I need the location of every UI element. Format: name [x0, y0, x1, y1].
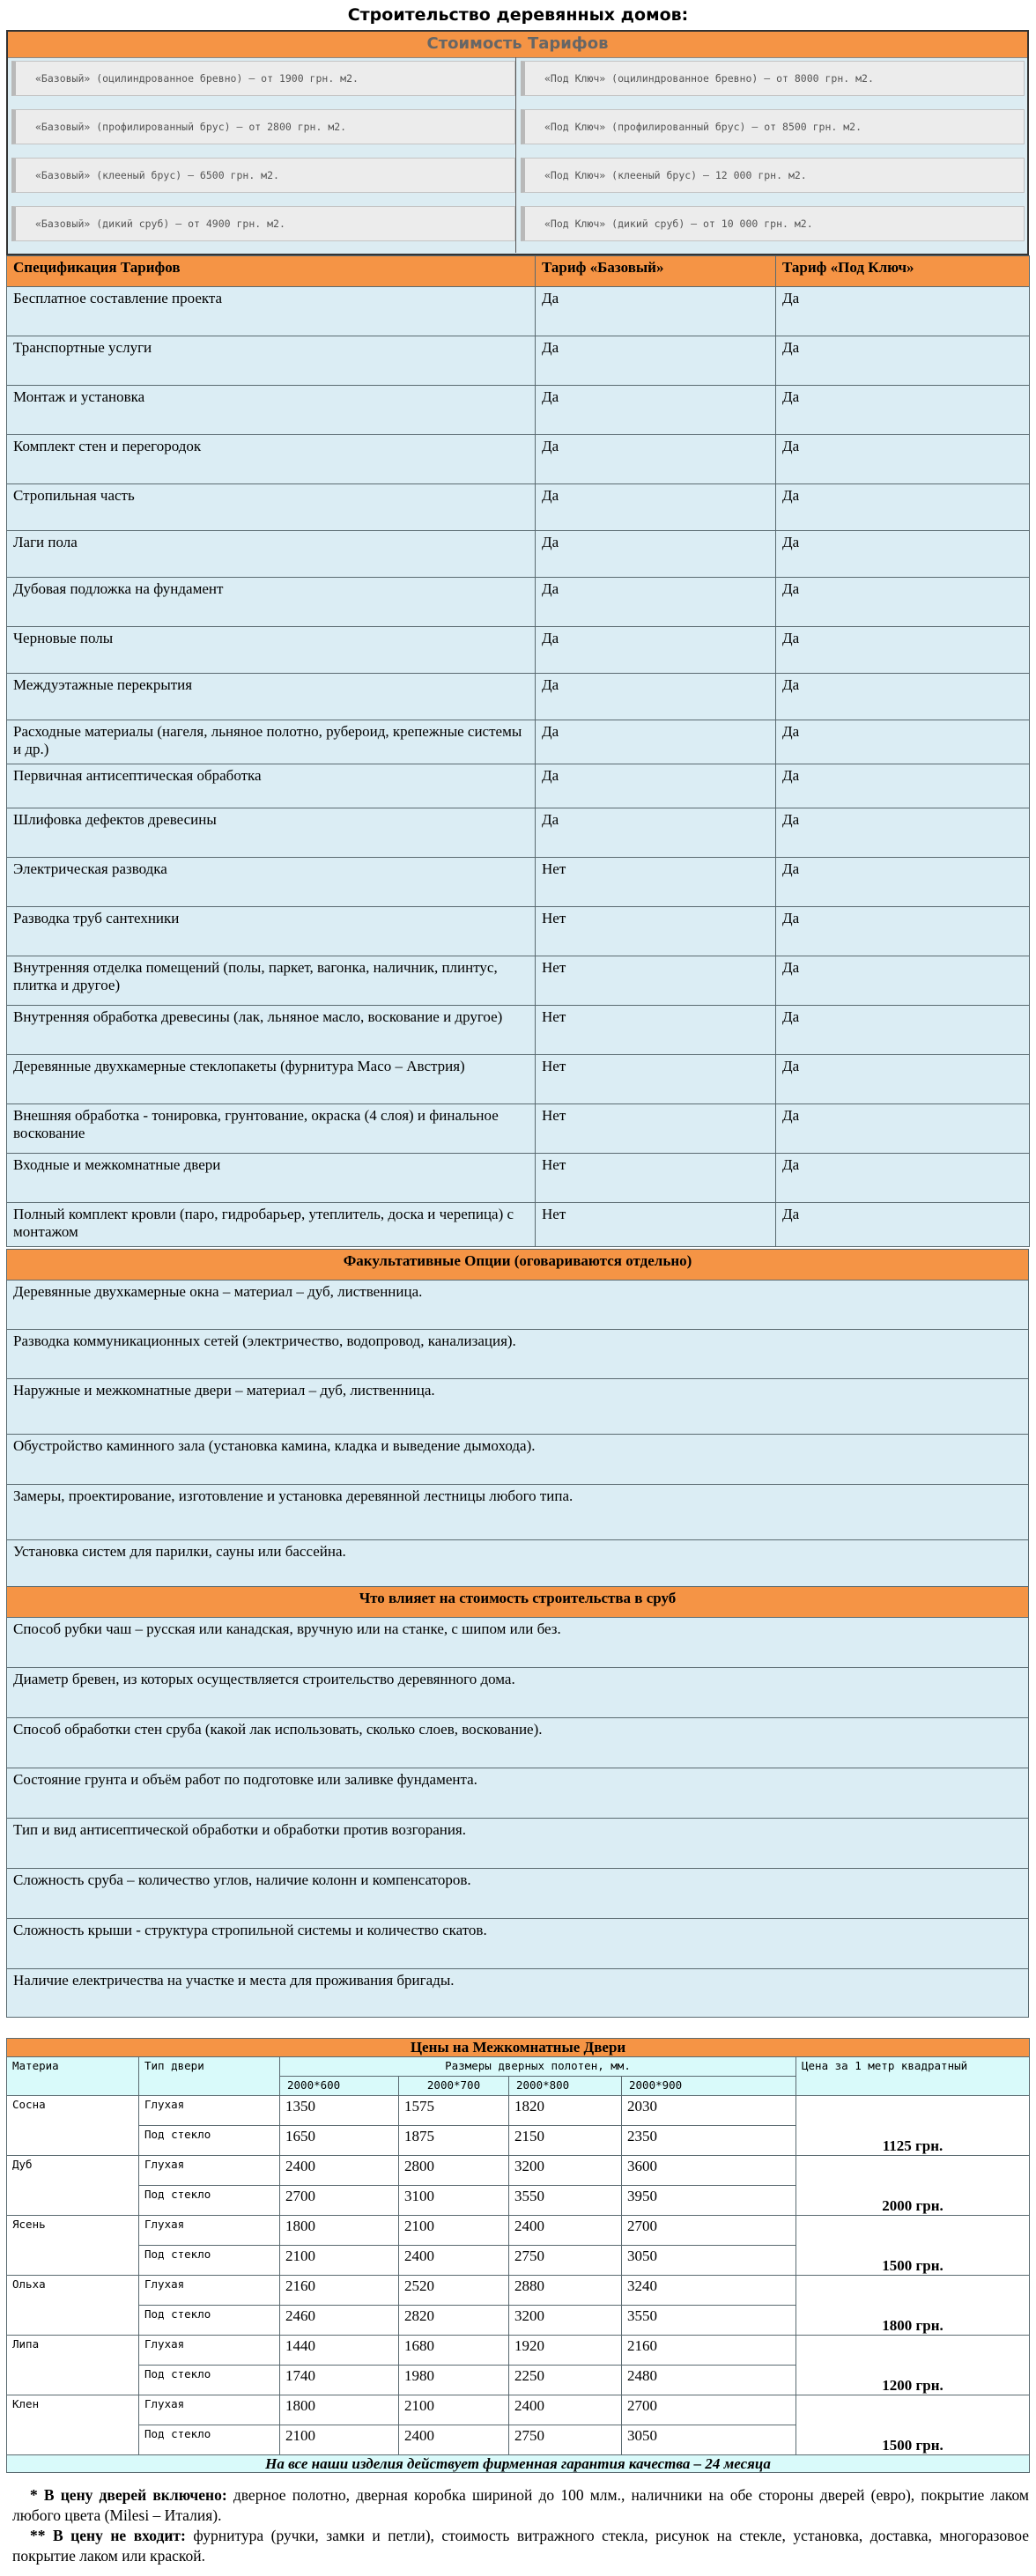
door-price-cell: 1350 — [280, 2096, 399, 2126]
table-row — [7, 764, 1030, 808]
page-title: Строительство деревянных домов: — [347, 5, 689, 25]
factor-item: Способ рубки чаш – русская или канадская, вручную или на станке, с шипом или без. — [7, 1618, 1029, 1668]
spec-feature-cell: Лаги пола — [7, 531, 536, 578]
turnkey-tariff-cell: Да — [776, 484, 1030, 531]
spec-feature-cell: Внутренняя обработка древесины (лак, льняное масло, воскование и другое) — [7, 1006, 536, 1055]
price-per-sqm-cell: 2000 грн. — [796, 2156, 1030, 2216]
table-row — [7, 1540, 1029, 1591]
basic-tariff-cell: Да — [536, 674, 776, 720]
door-price-cell: 2350 — [622, 2126, 796, 2156]
door-price-cell: 2800 — [399, 2156, 509, 2186]
doors-heading: Цены на Межкомнатные Двери — [7, 2039, 1030, 2057]
door-type-cell: Глухая — [139, 2096, 280, 2126]
door-price-cell: 3950 — [622, 2186, 796, 2216]
door-price-cell: 3550 — [509, 2186, 622, 2216]
turnkey-tariff-cell: Да — [776, 1203, 1030, 1247]
size-header: 2000*700 — [399, 2077, 509, 2096]
basic-tariff-cell: Да — [536, 627, 776, 674]
door-type-cell: Глухая — [139, 2395, 280, 2425]
door-price-cell: 2150 — [509, 2126, 622, 2156]
tariff-prices-heading: Стоимость Тарифов — [8, 32, 1027, 58]
door-price-cell: 2700 — [622, 2216, 796, 2246]
spec-feature-cell: Транспортные услуги — [7, 336, 536, 386]
factor-item: Способ обработки стен сруба (какой лак использовать, сколько слоев, воскование). — [7, 1718, 1029, 1768]
door-type-cell: Под стекло — [139, 2246, 280, 2276]
included-label: * В цену дверей включено: — [30, 2486, 227, 2504]
door-material-cell: Липа — [7, 2336, 139, 2395]
table-row — [7, 386, 1030, 435]
factor-item: Сложность сруба – количество углов, наличие колонн и компенсаторов. — [7, 1869, 1029, 1919]
turnkey-tariff-cell: Да — [776, 956, 1030, 1006]
turnkey-tariff-cell: Да — [776, 386, 1030, 435]
sizes-column-header: Размеры дверных полотен, мм. — [280, 2057, 796, 2077]
door-price-cell: 3050 — [622, 2246, 796, 2276]
door-price-cell: 2160 — [622, 2336, 796, 2366]
turnkey-tariffs-column — [521, 61, 1025, 255]
spec-feature-cell: Электрическая разводка — [7, 858, 536, 907]
turnkey-tariff-cell: Да — [776, 627, 1030, 674]
table-row — [7, 1104, 1030, 1154]
door-material-cell: Ясень — [7, 2216, 139, 2276]
door-type-cell: Под стекло — [139, 2306, 280, 2336]
door-price-cell: 3100 — [399, 2186, 509, 2216]
table-row — [7, 1330, 1029, 1379]
turnkey-tariff-cell: Да — [776, 287, 1030, 336]
table-row — [7, 2216, 1030, 2246]
spec-feature-cell: Черновые полы — [7, 627, 536, 674]
basic-tariff-cell: Да — [536, 336, 776, 386]
door-price-cell: 2700 — [622, 2395, 796, 2425]
door-price-cell: 2400 — [399, 2425, 509, 2455]
basic-tariff-cell: Нет — [536, 1154, 776, 1203]
spec-feature-cell: Разводка труб сантехники — [7, 907, 536, 956]
price-per-sqm-cell: 1200 грн. — [796, 2336, 1030, 2395]
column-header: Тариф «Под Ключ» — [776, 256, 1030, 287]
table-row — [7, 1435, 1029, 1485]
table-row — [7, 1618, 1029, 1668]
turnkey-tariff-cell: Да — [776, 531, 1030, 578]
turnkey-tariff-cell: Да — [776, 1055, 1030, 1104]
basic-tariff-cell: Нет — [536, 858, 776, 907]
tariff-spec-table — [6, 255, 1030, 1247]
door-price-cell: 3200 — [509, 2306, 622, 2336]
spec-feature-cell: Входные и межкомнатные двери — [7, 1154, 536, 1203]
spec-feature-cell: Деревянные двухкамерные стеклопакеты (фурнитура Масо – Австрия) — [7, 1055, 536, 1104]
excluded-note — [12, 2526, 1029, 2566]
tariff-turnkey-log-button[interactable]: «Под Ключ» (оцилиндрованное бревно) – от 8000 грн. м2. — [521, 61, 1025, 96]
doors-price-table — [6, 2038, 1030, 2473]
material-column-header: Материа — [7, 2057, 139, 2096]
door-price-cell: 1800 — [280, 2216, 399, 2246]
door-type-cell: Глухая — [139, 2216, 280, 2246]
door-price-cell: 2460 — [280, 2306, 399, 2336]
door-price-cell: 3050 — [622, 2425, 796, 2455]
door-material-cell: Клен — [7, 2395, 139, 2455]
table-row — [7, 2096, 1030, 2126]
option-item: Наружные и межкомнатные двери – материал – дуб, лиственница. — [7, 1379, 1029, 1435]
size-header: 2000*900 — [622, 2077, 796, 2096]
spec-feature-cell: Полный комплект кровли (паро, гидробарьер, утеплитель, доска и черепица) с монтажом — [7, 1203, 536, 1247]
basic-tariff-cell: Да — [536, 484, 776, 531]
table-row — [7, 907, 1030, 956]
door-price-cell: 2250 — [509, 2366, 622, 2395]
door-price-cell: 2100 — [399, 2216, 509, 2246]
options-heading: Факультативные Опции (оговариваются отдельно) — [7, 1250, 1029, 1281]
door-price-cell: 2750 — [509, 2246, 622, 2276]
door-price-cell: 1650 — [280, 2126, 399, 2156]
table-row — [7, 2156, 1030, 2186]
option-item: Обустройство каминного зала (установка камина, кладка и выведение дымохода). — [7, 1435, 1029, 1485]
option-item: Замеры, проектирование, изготовление и установка деревянной лестницы любого типа. — [7, 1485, 1029, 1540]
table-row — [7, 2276, 1030, 2306]
door-type-cell: Под стекло — [139, 2126, 280, 2156]
table-row — [7, 1154, 1030, 1203]
door-price-cell: 1680 — [399, 2336, 509, 2366]
excluded-text: фурнитура (ручки, замки и петли), стоимость витражного стекла, рисунок на стекле, установка, доставка, многоразовое покрытие лаком или краской. — [12, 2527, 1029, 2565]
basic-tariff-cell: Да — [536, 386, 776, 435]
column-header: Спецификация Тарифов — [7, 256, 536, 287]
table-row — [7, 1869, 1029, 1919]
table-row — [7, 956, 1030, 1006]
basic-tariffs-column — [11, 61, 515, 255]
table-row — [7, 720, 1030, 764]
tariff-basic-wild-button[interactable]: «Базовый» (дикий сруб) – от 4900 грн. м2. — [11, 206, 515, 241]
tariff-turnkey-profiled-button[interactable]: «Под Ключ» (профилированный брус) – от 8500 грн. м2. — [521, 109, 1025, 144]
door-price-cell: 1740 — [280, 2366, 399, 2395]
turnkey-tariff-cell: Да — [776, 858, 1030, 907]
door-price-cell: 2400 — [509, 2216, 622, 2246]
door-type-cell: Глухая — [139, 2156, 280, 2186]
table-row — [7, 674, 1030, 720]
basic-tariff-cell: Нет — [536, 907, 776, 956]
door-price-cell: 1440 — [280, 2336, 399, 2366]
door-price-cell: 2400 — [399, 2246, 509, 2276]
table-row — [7, 287, 1030, 336]
door-price-cell: 2400 — [280, 2156, 399, 2186]
door-material-cell: Сосна — [7, 2096, 139, 2156]
included-note — [12, 2485, 1029, 2526]
price-per-sqm-cell: 1125 грн. — [796, 2096, 1030, 2156]
factors-heading: Что влияет на стоимость строительства в сруб — [7, 1587, 1029, 1618]
basic-tariff-cell: Нет — [536, 1055, 776, 1104]
door-price-cell: 2160 — [280, 2276, 399, 2306]
basic-tariff-cell: Да — [536, 531, 776, 578]
table-row — [7, 1006, 1030, 1055]
tariff-turnkey-wild-button[interactable]: «Под Ключ» (дикий сруб) – от 10 000 грн. м2. — [521, 206, 1025, 241]
size-header: 2000*600 — [280, 2077, 399, 2096]
spec-feature-cell: Стропильная часть — [7, 484, 536, 531]
table-row — [7, 435, 1030, 484]
table-row — [7, 1281, 1029, 1330]
table-row — [7, 1819, 1029, 1869]
warranty-note: На все наши изделия действует фирменная гарантия качества – 24 месяца — [7, 2455, 1030, 2473]
basic-tariff-cell: Да — [536, 808, 776, 858]
doors-notes — [12, 2485, 1029, 2566]
cost-factors-table — [6, 1586, 1029, 2018]
tariff-basic-glued-button[interactable]: «Базовый» (клееный брус) – 6500 грн. м2. — [11, 158, 515, 193]
door-type-cell: Глухая — [139, 2336, 280, 2366]
table-row — [7, 1055, 1030, 1104]
included-text: дверное полотно, дверная коробка шириной до 100 млм., наличники на обе стороны дверей (евро), покрытие лаком любого цвета (Milesi – Италия). — [12, 2486, 1029, 2524]
factor-item: Диаметр бревен, из которых осуществляется строительство деревянного дома. — [7, 1668, 1029, 1718]
door-price-cell: 2520 — [399, 2276, 509, 2306]
basic-tariff-cell: Да — [536, 720, 776, 764]
turnkey-tariff-cell: Да — [776, 808, 1030, 858]
table-row — [7, 1919, 1029, 1969]
basic-tariff-cell: Да — [536, 435, 776, 484]
optional-options-table — [6, 1249, 1029, 1591]
table-row — [7, 808, 1030, 858]
price-column-header: Цена за 1 метр квадратный — [796, 2057, 1030, 2096]
spec-feature-cell: Внутренняя отделка помещений (полы, паркет, вагонка, наличник, плинтус, плитка и другое) — [7, 956, 536, 1006]
price-per-sqm-cell: 1800 грн. — [796, 2276, 1030, 2336]
turnkey-tariff-cell: Да — [776, 764, 1030, 808]
door-price-cell: 2400 — [509, 2395, 622, 2425]
door-price-cell: 3600 — [622, 2156, 796, 2186]
door-price-cell: 3200 — [509, 2156, 622, 2186]
spec-feature-cell: Комплект стен и перегородок — [7, 435, 536, 484]
table-header-row — [7, 256, 1030, 287]
door-material-cell: Ольха — [7, 2276, 139, 2336]
table-row — [7, 1485, 1029, 1540]
door-price-cell: 2100 — [280, 2425, 399, 2455]
factor-item: Наличие електричества на участке и места для проживания бригады. — [7, 1969, 1029, 2018]
table-row — [7, 858, 1030, 907]
spec-feature-cell: Междуэтажные перекрытия — [7, 674, 536, 720]
turnkey-tariff-cell: Да — [776, 1154, 1030, 1203]
excluded-label: ** В цену не входит: — [30, 2527, 186, 2544]
table-row — [7, 484, 1030, 531]
basic-tariff-cell: Нет — [536, 1006, 776, 1055]
turnkey-tariff-cell: Да — [776, 1006, 1030, 1055]
turnkey-tariff-cell: Да — [776, 336, 1030, 386]
tariff-prices-panel — [6, 30, 1029, 255]
spec-feature-cell: Бесплатное составление проекта — [7, 287, 536, 336]
turnkey-tariff-cell: Да — [776, 674, 1030, 720]
table-row — [7, 1379, 1029, 1435]
door-price-cell: 2030 — [622, 2096, 796, 2126]
door-price-cell: 2100 — [280, 2246, 399, 2276]
table-row — [7, 1969, 1029, 2018]
basic-tariff-cell: Да — [536, 578, 776, 627]
basic-tariff-cell: Нет — [536, 1104, 776, 1154]
table-row — [7, 1203, 1030, 1247]
table-row — [7, 578, 1030, 627]
door-price-cell: 1920 — [509, 2336, 622, 2366]
tariff-turnkey-glued-button[interactable]: «Под Ключ» (клееный брус) – 12 000 грн. м2. — [521, 158, 1025, 193]
table-row — [7, 1668, 1029, 1718]
door-type-cell: Под стекло — [139, 2186, 280, 2216]
door-type-cell: Под стекло — [139, 2425, 280, 2455]
door-price-cell: 2750 — [509, 2425, 622, 2455]
turnkey-tariff-cell: Да — [776, 578, 1030, 627]
door-price-cell: 1980 — [399, 2366, 509, 2395]
option-item: Установка систем для парилки, сауны или бассейна. — [7, 1540, 1029, 1591]
spec-feature-cell: Первичная антисептическая обработка — [7, 764, 536, 808]
table-row — [7, 627, 1030, 674]
price-per-sqm-cell: 1500 грн. — [796, 2216, 1030, 2276]
spec-feature-cell: Шлифовка дефектов древесины — [7, 808, 536, 858]
warranty-row — [7, 2455, 1030, 2473]
turnkey-tariff-cell: Да — [776, 1104, 1030, 1154]
table-row — [7, 336, 1030, 386]
door-price-cell: 1875 — [399, 2126, 509, 2156]
door-price-cell: 3550 — [622, 2306, 796, 2336]
size-header: 2000*800 — [509, 2077, 622, 2096]
column-header: Тариф «Базовый» — [536, 256, 776, 287]
tariff-basic-profiled-button[interactable]: «Базовый» (профилированный брус) – от 2800 грн. м2. — [11, 109, 515, 144]
basic-tariff-cell: Нет — [536, 1203, 776, 1247]
basic-tariff-cell: Нет — [536, 956, 776, 1006]
door-type-column-header: Тип двери — [139, 2057, 280, 2096]
price-per-sqm-cell: 1500 грн. — [796, 2395, 1030, 2455]
turnkey-tariff-cell: Да — [776, 720, 1030, 764]
turnkey-tariff-cell: Да — [776, 907, 1030, 956]
door-price-cell: 2480 — [622, 2366, 796, 2395]
tariff-basic-log-button[interactable]: «Базовый» (оцилиндрованное бревно) – от 1900 грн. м2. — [11, 61, 515, 96]
door-type-cell: Глухая — [139, 2276, 280, 2306]
turnkey-tariff-cell: Да — [776, 435, 1030, 484]
table-row — [7, 2336, 1030, 2366]
door-price-cell: 1800 — [280, 2395, 399, 2425]
factor-item: Сложность крыши - структура стропильной системы и количество скатов. — [7, 1919, 1029, 1969]
spec-feature-cell: Внешняя обработка - тонировка, грунтование, окраска (4 слоя) и финальное воскование — [7, 1104, 536, 1154]
door-type-cell: Под стекло — [139, 2366, 280, 2395]
door-price-cell: 2100 — [399, 2395, 509, 2425]
option-item: Деревянные двухкамерные окна – материал – дуб, лиственница. — [7, 1281, 1029, 1330]
table-row — [7, 1768, 1029, 1819]
door-price-cell: 1820 — [509, 2096, 622, 2126]
table-row — [7, 531, 1030, 578]
option-item: Разводка коммуникационных сетей (электричество, водопровод, канализация). — [7, 1330, 1029, 1379]
door-price-cell: 1575 — [399, 2096, 509, 2126]
door-price-cell: 2880 — [509, 2276, 622, 2306]
basic-tariff-cell: Да — [536, 287, 776, 336]
table-row — [7, 1718, 1029, 1768]
spec-feature-cell: Дубовая подложка на фундамент — [7, 578, 536, 627]
factor-item: Тип и вид антисептической обработки и обработки против возгорания. — [7, 1819, 1029, 1869]
spec-feature-cell: Монтаж и установка — [7, 386, 536, 435]
door-price-cell: 2820 — [399, 2306, 509, 2336]
factor-item: Состояние грунта и объём работ по подготовке или заливке фундамента. — [7, 1768, 1029, 1819]
door-price-cell: 2700 — [280, 2186, 399, 2216]
door-material-cell: Дуб — [7, 2156, 139, 2216]
door-price-cell: 3240 — [622, 2276, 796, 2306]
table-row — [7, 2395, 1030, 2425]
basic-tariff-cell: Да — [536, 764, 776, 808]
spec-feature-cell: Расходные материалы (нагеля, льняное полотно, рубероид, крепежные системы и др.) — [7, 720, 536, 764]
